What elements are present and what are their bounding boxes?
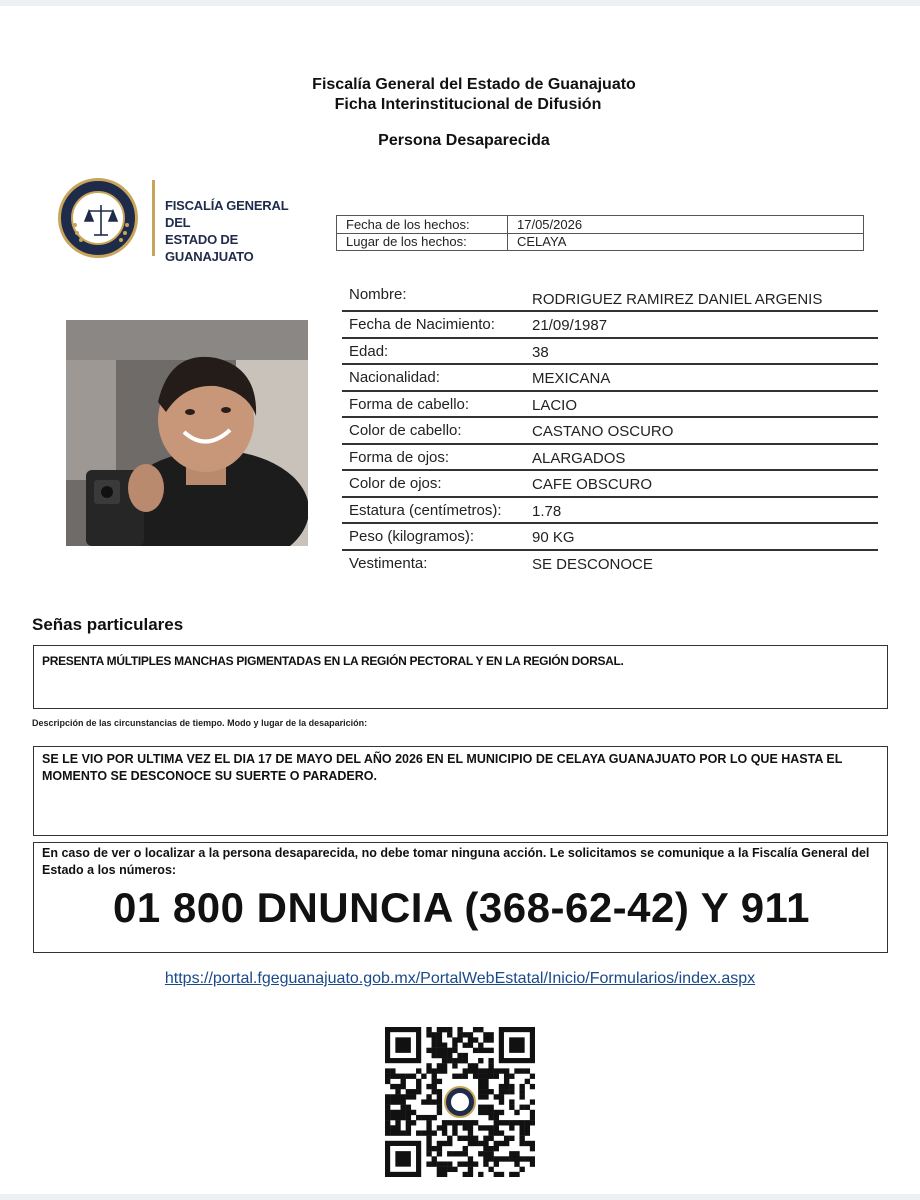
event-info-box — [336, 215, 864, 251]
event-place-row — [337, 233, 863, 250]
event-date-value: 17/05/2026 — [517, 217, 583, 232]
logo-text-line2: ESTADO DE GUANAJUATO — [165, 232, 254, 264]
detail-label: Nacionalidad: — [349, 369, 440, 386]
table-row — [342, 524, 878, 551]
detail-label: Edad: — [349, 342, 389, 360]
detail-label: Estatura (centímetros): — [349, 501, 502, 519]
table-row — [342, 392, 878, 419]
table-row — [342, 445, 878, 472]
table-row — [342, 418, 878, 445]
portal-link[interactable]: https://portal.fgeguanajuato.gob.mx/PortalWebEstatal/Inicio/Formularios/index.aspx — [164, 970, 756, 987]
detail-label: Forma de cabello: — [349, 395, 470, 413]
detail-value: 38 — [532, 343, 549, 361]
table-row — [342, 471, 878, 498]
event-box-separator — [507, 216, 508, 250]
header-subject: Persona Desaparecida — [378, 132, 550, 149]
circumstances-text: SE LE VIO POR ULTIMA VEZ EL DIA 17 DE MAYO DEL AÑO 2026 EN EL MUNICIPIO DE CELAYA GUANAJUATO POR LO QUE HASTA EL MOMENTO SE DESCONOCE SU SUERTE O PARADERO. — [42, 752, 843, 783]
table-row — [342, 339, 878, 366]
event-place-label: Lugar de los hechos: — [346, 234, 467, 249]
detail-value: SE DESCONOCE — [532, 555, 653, 573]
detail-value: RODRIGUEZ RAMIREZ DANIEL ARGENIS — [532, 291, 823, 308]
circumstances-box — [33, 746, 888, 836]
contact-phone-number: 01 800 DNUNCIA (368-62-42) Y 911 — [113, 884, 810, 931]
detail-label: Vestimenta: — [349, 554, 428, 572]
detail-value: 1.78 — [532, 502, 562, 520]
detail-value: ALARGADOS — [532, 449, 626, 467]
distinguishing-marks-box — [33, 645, 888, 709]
detail-value: 21/09/1987 — [532, 317, 608, 334]
logo-divider — [152, 180, 155, 256]
detail-value: LACIO — [532, 396, 578, 414]
event-place-value: CELAYA — [517, 234, 567, 249]
distinguishing-marks-title: Señas particulares — [32, 615, 184, 634]
detail-label: Fecha de Nacimiento: — [349, 316, 495, 333]
distinguishing-marks-text: PRESENTA MÚLTIPLES MANCHAS PIGMENTADAS EN LA REGIÓN PECTORAL Y EN LA REGIÓN DORSAL. — [42, 654, 624, 668]
table-row — [342, 551, 878, 576]
event-date-label: Fecha de los hechos: — [346, 217, 470, 232]
bottom-edge — [0, 1194, 920, 1200]
top-edge — [0, 0, 920, 6]
person-details-table — [342, 284, 878, 575]
circumstances-caption: Descripción de las circunstancias de tiempo. Modo y lugar de la desaparición: — [32, 718, 368, 728]
logo-wordmark — [165, 197, 315, 265]
logo-text-line1: FISCALÍA GENERAL DEL — [165, 198, 289, 230]
table-row — [342, 365, 878, 392]
detail-value: CASTANO OSCURO — [532, 423, 674, 440]
detail-value: 90 KG — [532, 529, 575, 546]
justice-scales-seal-icon — [58, 178, 138, 258]
header-institution: Fiscalía General del Estado de Guanajuato — [312, 76, 636, 93]
event-date-row — [337, 216, 863, 234]
detail-value: CAFE OBSCURO — [532, 476, 653, 493]
detail-label: Nombre: — [349, 286, 407, 303]
table-row — [342, 498, 878, 525]
header-document-type: Ficha Interinstitucional de Difusión — [334, 96, 602, 113]
detail-value: MEXICANA — [532, 370, 611, 387]
detail-label: Color de ojos: — [349, 475, 442, 492]
table-row — [342, 284, 878, 312]
detail-label: Peso (kilogramos): — [349, 528, 475, 545]
qr-code-icon[interactable] — [385, 1027, 535, 1177]
missing-person-photo — [66, 320, 308, 546]
contact-box — [33, 842, 888, 953]
contact-instructions: En caso de ver o localizar a la persona desaparecida, no debe tomar ninguna acción. Le solicitamos se comunique a la Fiscalía General del Estado a los números: — [42, 846, 870, 877]
detail-label: Color de cabello: — [349, 422, 462, 439]
detail-label: Forma de ojos: — [349, 448, 450, 466]
table-row — [342, 312, 878, 339]
